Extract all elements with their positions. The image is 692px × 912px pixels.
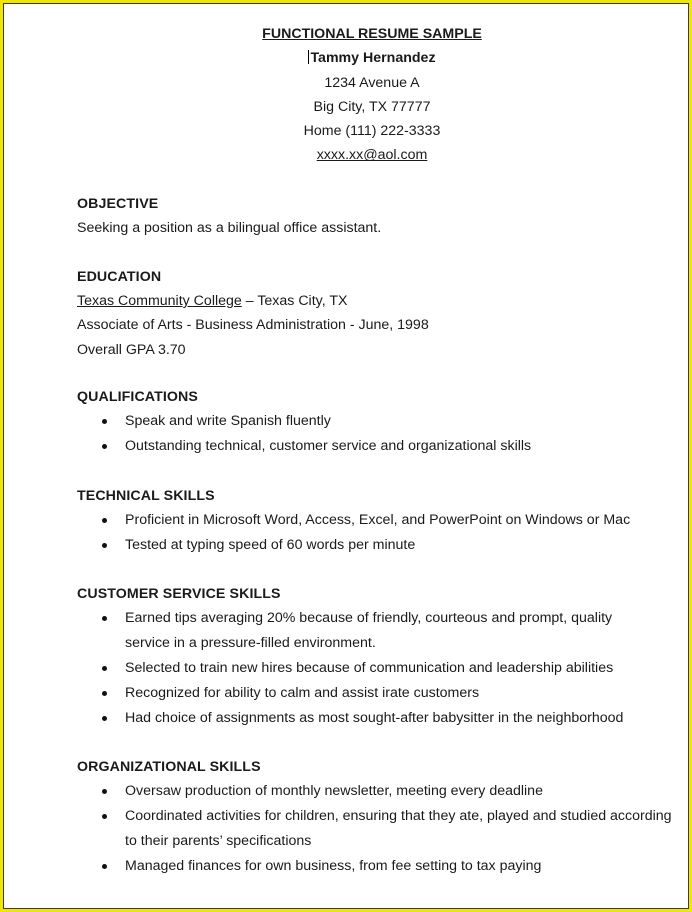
address-line-1: 1234 Avenue A (324, 74, 420, 91)
email-link[interactable]: xxxx.xx@aol.com (316, 147, 428, 164)
phone-number: Home (111) 222-3333 (303, 123, 441, 140)
list-item: Outstanding technical, customer service and organizational skills (77, 434, 677, 459)
list-item: Managed finances for own business, from fee setting to tax paying (77, 854, 677, 879)
objective-section (77, 192, 677, 240)
organizational-skills-section (77, 755, 677, 879)
list-item: Tested at typing speed of 60 words per minute (77, 533, 677, 558)
list-item: Selected to train new hires because of communication and leadership abilities (77, 656, 677, 681)
list-item: Oversaw production of monthly newsletter, meeting every deadline (77, 779, 677, 804)
qualifications-heading: QUALIFICATIONS (77, 389, 198, 405)
qualifications-section (77, 385, 677, 459)
organizational-skills-heading: ORGANIZATIONAL SKILLS (77, 759, 261, 775)
list-item: Earned tips averaging 20% because of friendly, courteous and prompt, quality service in a pressure-filled environment. (77, 606, 677, 656)
list-item: Proficient in Microsoft Word, Access, Excel, and PowerPoint on Windows or Mac (77, 508, 677, 533)
list-item: Had choice of assignments as most sought-after babysitter in the neighborhood (77, 706, 677, 731)
objective-heading: OBJECTIVE (77, 196, 159, 212)
technical-skills-section (77, 484, 677, 558)
applicant-name: Tammy Hernandez (77, 46, 667, 70)
customer-service-section (77, 582, 677, 731)
technical-skills-heading: TECHNICAL SKILLS (77, 488, 215, 504)
school-location: – Texas City, TX (241, 293, 348, 309)
list-item: Coordinated activities for children, ensuring that they ate, played and studied according to their parents’ specifications (77, 804, 677, 854)
list-item: Recognized for ability to calm and assist irate customers (77, 681, 677, 706)
organizational-skills-list (77, 779, 677, 879)
school-name: Texas Community College (77, 293, 242, 309)
address-line-2: Big City, TX 77777 (313, 98, 431, 115)
education-degree: Associate of Arts - Business Administration - June, 1998 (77, 317, 429, 334)
customer-service-list (77, 606, 677, 731)
objective-text: Seeking a position as a bilingual office assistant. (77, 220, 382, 236)
education-section (77, 265, 677, 362)
education-gpa: Overall GPA 3.70 (77, 341, 186, 358)
education-heading: EDUCATION (77, 269, 162, 285)
document-title: FUNCTIONAL RESUME SAMPLE (262, 26, 482, 42)
customer-service-heading: CUSTOMER SERVICE SKILLS (77, 586, 281, 602)
list-item: Speak and write Spanish fluently (77, 409, 677, 434)
resume-header (77, 22, 667, 168)
technical-skills-list (77, 508, 677, 558)
qualifications-list (77, 409, 677, 459)
education-school-line (77, 289, 677, 313)
